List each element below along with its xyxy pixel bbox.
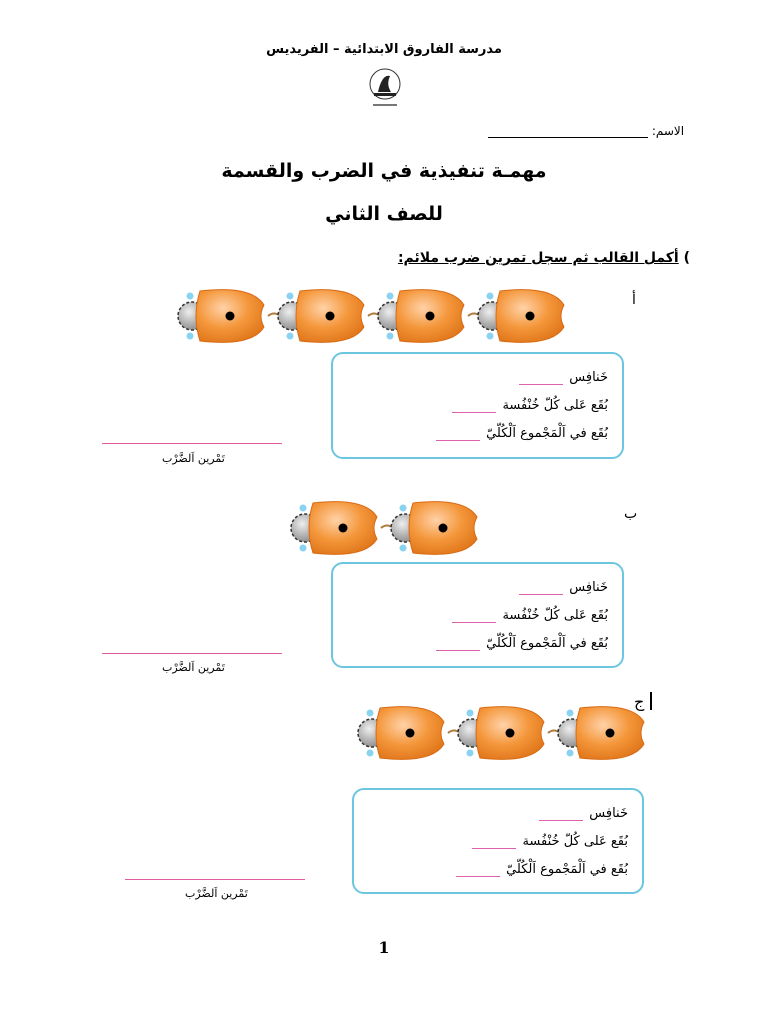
- letter-bar: [650, 692, 652, 710]
- answer-line-beetles[interactable]: [519, 370, 608, 385]
- blank[interactable]: [436, 642, 480, 651]
- beetle-group-a: [170, 283, 580, 353]
- beetle: [448, 707, 544, 760]
- school-name: مدرسة الفاروق الابتدائية – الفريديس: [266, 42, 502, 57]
- blank[interactable]: [472, 840, 516, 849]
- answer-line-spots-each[interactable]: [472, 834, 628, 849]
- section-letter-a: أ: [632, 292, 636, 308]
- school-logo: [360, 62, 410, 114]
- name-blank-line[interactable]: [488, 125, 648, 138]
- blank[interactable]: [539, 812, 583, 821]
- page-number: 1: [378, 938, 390, 957]
- exercise-label-c: تَمْرين اَلضَّرْب: [185, 887, 248, 900]
- beetle: [381, 502, 477, 555]
- exercise-label-a: تَمْرين اَلضَّرْب: [162, 452, 225, 465]
- beetle: [468, 290, 564, 343]
- exercise-line-c[interactable]: [125, 879, 305, 880]
- answer-line-spots-each[interactable]: [452, 398, 608, 413]
- beetle: [291, 502, 377, 555]
- answer-line-beetles[interactable]: [539, 806, 628, 821]
- answer-line-spots-total[interactable]: [456, 862, 628, 877]
- instruction-paren: ): [683, 250, 690, 266]
- blank[interactable]: [519, 586, 563, 595]
- name-field[interactable]: [488, 124, 684, 138]
- line-label-spots-total: بُقَع في اَلْمَجْموع اَلْكُلّيّ: [506, 862, 628, 877]
- beetle: [358, 707, 444, 760]
- exercise-label-b: تَمْرين اَلضَّرْب: [162, 661, 225, 674]
- blank[interactable]: [452, 404, 496, 413]
- line-label-spots-each: بُقَع عَلى كُلّ خُنْفُسة: [522, 834, 628, 849]
- instruction: [398, 250, 690, 266]
- answer-line-spots-total[interactable]: [436, 426, 608, 441]
- answer-line-spots-total[interactable]: [436, 636, 608, 651]
- answer-box-a: [331, 352, 624, 459]
- blank[interactable]: [519, 376, 563, 385]
- section-letter-c-text: ج: [634, 692, 645, 711]
- answer-box-c: [352, 788, 644, 894]
- exercise-line-a[interactable]: [102, 443, 282, 444]
- beetle: [548, 707, 644, 760]
- beetle: [178, 290, 264, 343]
- blank[interactable]: [436, 432, 480, 441]
- page-subtitle: للصف الثاني: [325, 203, 443, 225]
- exercise-line-b[interactable]: [102, 653, 282, 654]
- blank[interactable]: [452, 614, 496, 623]
- line-label-spots-total: بُقَع في اَلْمَجْموع اَلْكُلّيّ: [486, 426, 608, 441]
- answer-line-beetles[interactable]: [519, 580, 608, 595]
- answer-line-spots-each[interactable]: [452, 608, 608, 623]
- line-label-spots-each: بُقَع عَلى كُلّ خُنْفُسة: [502, 398, 608, 413]
- line-label-beetles: خَنافِس: [589, 806, 628, 821]
- beetle: [268, 290, 364, 343]
- beetle-group-c: [350, 700, 650, 770]
- answer-box-b: [331, 562, 624, 668]
- name-label: الاسم:: [651, 124, 685, 138]
- line-label-beetles: خَنافِس: [569, 580, 608, 595]
- blank[interactable]: [456, 868, 500, 877]
- page-title: مهمـة تنفيذية في الضرب والقسمة: [221, 160, 547, 182]
- beetle: [368, 290, 464, 343]
- instruction-text: أكمل القالب ثم سجل تمرين ضرب ملائم:: [397, 250, 679, 266]
- line-label-spots-total: بُقَع في اَلْمَجْموع اَلْكُلّيّ: [486, 636, 608, 651]
- line-label-spots-each: بُقَع عَلى كُلّ خُنْفُسة: [502, 608, 608, 623]
- line-label-beetles: خَنافِس: [569, 370, 608, 385]
- beetle-group-b: [283, 495, 483, 565]
- section-letter-b: ب: [624, 506, 638, 522]
